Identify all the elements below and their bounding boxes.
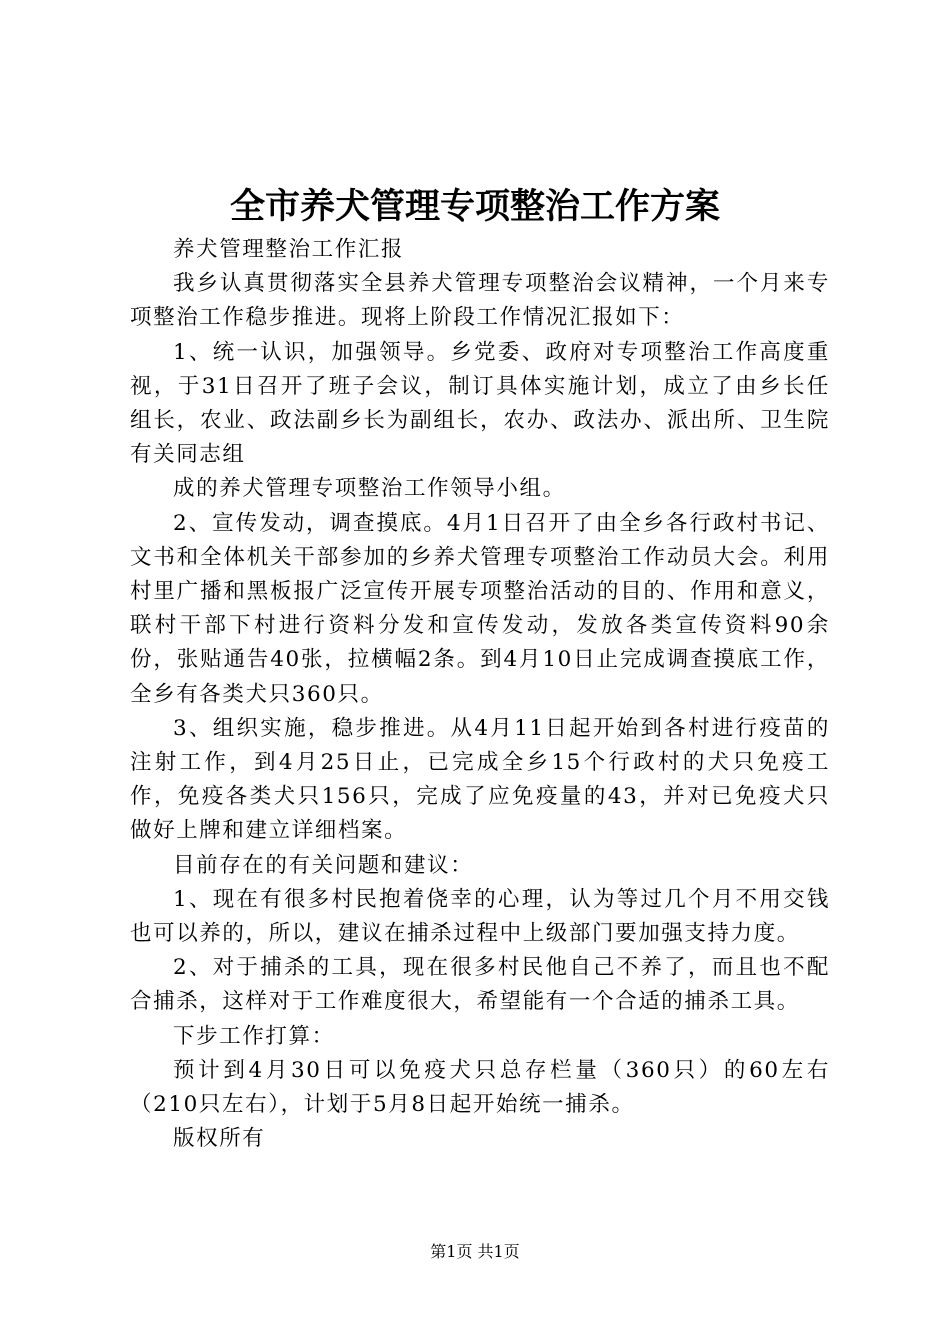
page-number-footer: 第1页 共1页 <box>430 1242 520 1261</box>
paragraph-item-1-continued: 成的养犬管理专项整治工作领导小组。 <box>173 476 566 502</box>
paragraph-copyright: 版权所有 <box>173 1126 266 1152</box>
document-title: 全市养犬管理专项整治工作方案 <box>229 186 720 227</box>
paragraph-issue-2: 2、对于捕杀的工具，现在很多村民他自己不养了，而且也不配合捕杀，这样对于工作难度很大，希望能有一个合适的捕杀工具。 <box>130 955 830 1015</box>
paragraph-intro: 我乡认真贯彻落实全县养犬管理专项整治会议精神，一个月来专项整治工作稳步推进。现将上阶段工作情况汇报如下： <box>130 271 830 331</box>
paragraph-item-3: 3、组织实施，稳步推进。从4月11日起开始到各村进行疫苗的注射工作，到4月25日止，已完成全乡15个行政村的犬只免疫工作，免疫各类犬只156只，完成了应免疫量的43，并对已免疫犬只做好上牌和建立详细档案。 <box>130 715 830 844</box>
paragraph-plan: 预计到4月30日可以免疫犬只总存栏量（360只）的60左右（210只左右），计划于5月8日起开始统一捕杀。 <box>130 1057 830 1118</box>
paragraph-issue-1: 1、现在有很多村民抱着侥幸的心理，认为等过几个月不用交钱也可以养的，所以，建议在捕杀过程中上级部门要加强支持力度。 <box>130 886 830 947</box>
paragraph-plan-heading: 下步工作打算： <box>173 1023 335 1049</box>
document-body <box>130 233 830 1156</box>
paragraph-item-2: 2、宣传发动，调查摸底。4月1日召开了由全乡各行政村书记、文书和全体机关干部参加的乡养犬管理专项整治工作动员大会。利用村里广播和黑板报广泛宣传开展专项整治活动的目的、作用和意义，联村干部下村进行资料分发和宣传发动，发放各类宣传资料90余份，张贴通告40张，拉横幅2条。到4月10日止完成调查摸底工作，全乡有各类犬只360只。 <box>130 510 830 707</box>
paragraph-issues-heading: 目前存在的有关问题和建议： <box>173 852 474 878</box>
paragraph-item-1: 1、统一认识，加强领导。乡党委、政府对专项整治工作高度重视，于31日召开了班子会议，制订具体实施计划，成立了由乡长任组长，农业、政法副乡长为副组长，农办、政法办、派出所、卫生院有关同志组 <box>130 339 830 468</box>
paragraph-report-heading: 养犬管理整治工作汇报 <box>173 237 405 262</box>
